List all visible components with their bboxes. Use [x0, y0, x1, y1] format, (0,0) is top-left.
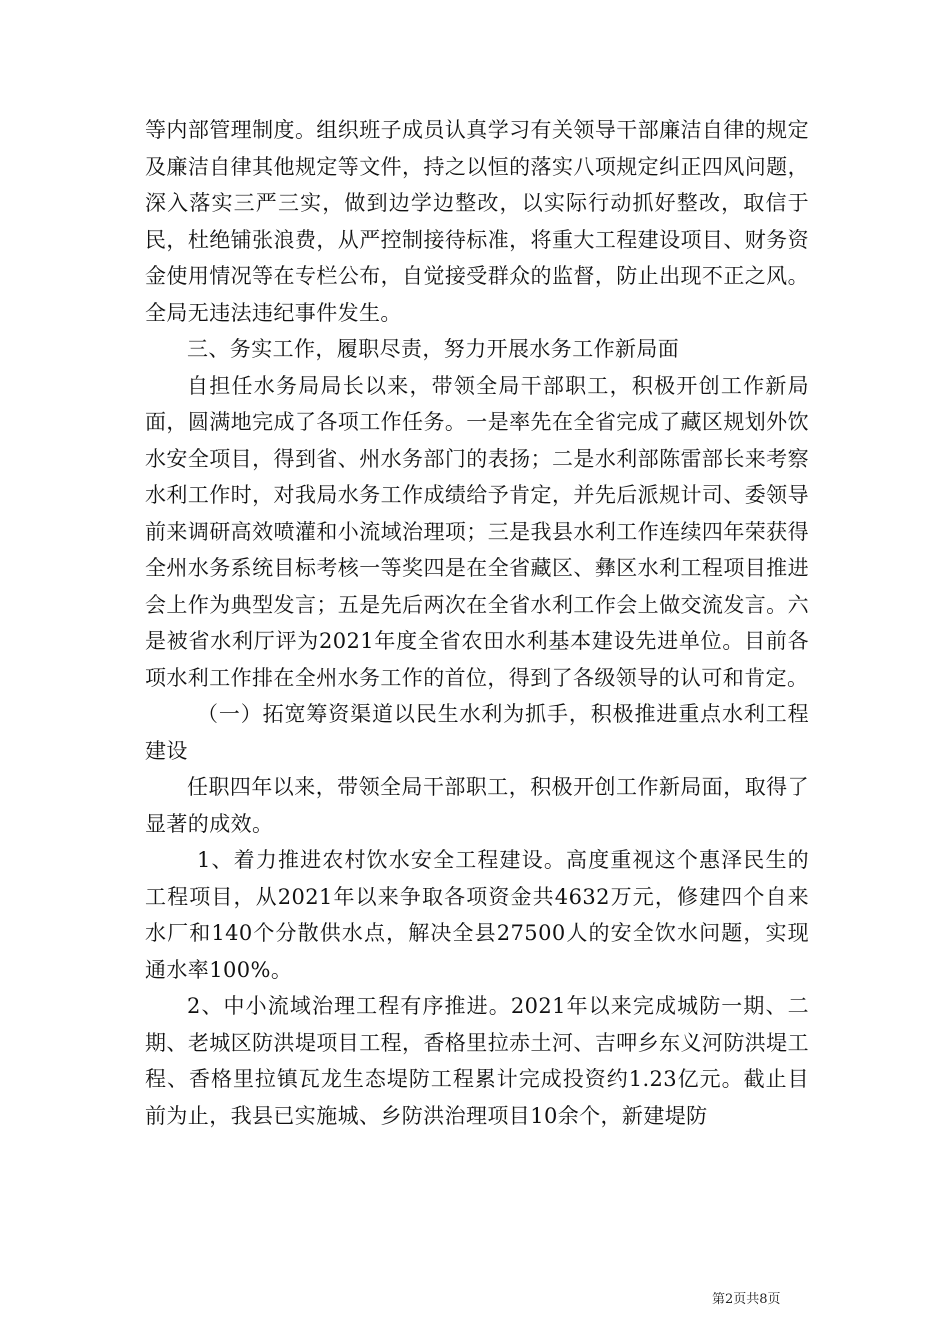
page-number: 第2页共8页 [712, 1292, 781, 1307]
section-heading-three: 三、务实工作，履职尽责，努力开展水务工作新局面 [187, 337, 680, 361]
paragraph-tenure-summary: 任职四年以来，带领全局干部职工，积极开创工作新局面，取得了显著的成效。 [145, 775, 809, 836]
document-body [145, 112, 809, 1134]
paragraph-achievements: 自担任水务局局长以来，带领全局干部职工，积极开创工作新局面，圆满地完成了各项工作任务。一是率先在全省完成了藏区规划外饮水安全项目，得到省、州水务部门的表扬；二是水利部陈雷部长来考察水利工作时，对我局水务工作成绩给予肯定，并先后派规计司、委领导前来调研高效喷灌和小流域治理项；三是我县水利工作连续四年荣获得全州水务系统目标考核一等奖四是在全省藏区、彝区水利工程项目推进会上作为典型发言；五是先后两次在全省水利工作会上做交流发言。六是被省水利厅评为2021年度全省农田水利基本建设先进单位。目前各项水利工作排在全州水务工作的首位，得到了各级领导的认可和肯定。 [145, 373, 809, 690]
paragraph-flood-control: 2、中小流域治理工程有序推进。2021年以来完成城防一期、二期、老城区防洪堤项目工程，香格里拉赤土河、吉呷乡东义河防洪堤工程、香格里拉镇瓦龙生态堤防工程累计完成投资约1.23亿元。截止目前为止，我县已实施城、乡防洪治理项目10余个，新建堤防 [145, 994, 809, 1128]
paragraph-drinking-water: 1、着力推进农村饮水安全工程建设。高度重视这个惠泽民生的工程项目，从2021年以来争取各项资金共4632万元，修建四个自来水厂和140个分散供水点，解决全县27500人的安全饮水问题，实现通水率100%。 [145, 848, 809, 982]
paragraph-management-rules: 等内部管理制度。组织班子成员认真学习有关领导干部廉洁自律的规定及廉洁自律其他规定等文件，持之以恒的落实八项规定纠正四风问题，深入落实三严三实，做到边学边整改，以实际行动抓好整改，取信于民，杜绝铺张浪费，从严控制接待标准，将重大工程建设项目、财务资金使用情况等在专栏公布，自觉接受群众的监督，防止出现不正之风。全局无违法违纪事件发生。 [145, 118, 809, 325]
subsection-heading-one: （一）拓宽筹资渠道以民生水利为抓手，积极推进重点水利工程建设 [145, 702, 809, 763]
